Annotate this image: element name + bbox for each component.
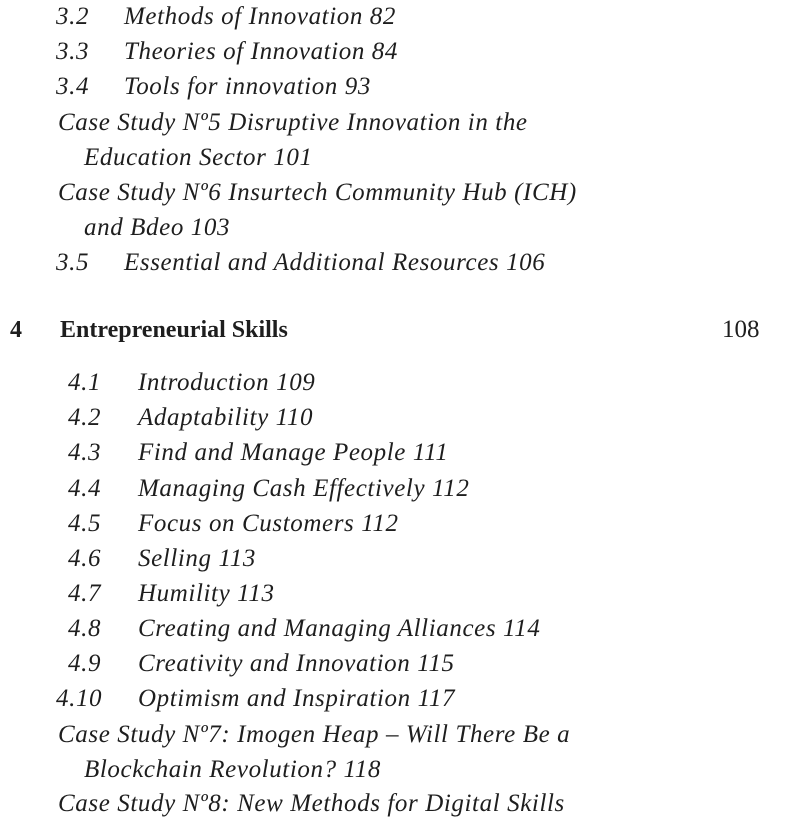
case-study-entry[interactable]: Case Study Nº7: Imogen Heap – Will There Be a	[58, 721, 571, 748]
entry-number: 4.4	[68, 475, 102, 502]
chapter-heading[interactable]	[0, 313, 800, 347]
entry-number: 4.6	[68, 545, 102, 572]
case-study-entry-continued[interactable]: and Bdeo 103	[84, 214, 231, 241]
chapter-number: 4	[10, 317, 22, 343]
entry-title: Focus on Customers 112	[138, 510, 399, 537]
entry-number: 3.3	[56, 38, 90, 65]
entry-number: 4.10	[56, 685, 103, 712]
entry-title: Theories of Innovation 84	[124, 38, 399, 65]
entry-number: 4.8	[68, 615, 102, 642]
entry-title: Tools for innovation 93	[124, 73, 371, 100]
chapter-title: Entrepreneurial Skills	[60, 317, 288, 343]
case-study-entry[interactable]: Case Study Nº6 Insurtech Community Hub (ICH)	[58, 179, 577, 206]
entry-number: 4.1	[68, 369, 102, 396]
case-study-entry-continued[interactable]: Education Sector 101	[84, 144, 313, 171]
entry-title: Find and Manage People 111	[138, 439, 449, 466]
entry-number: 3.5	[56, 249, 90, 276]
entry-title: Humility 113	[138, 580, 275, 607]
entry-title: Introduction 109	[138, 369, 316, 396]
entry-title: Selling 113	[138, 545, 256, 572]
entry-number: 4.2	[68, 404, 102, 431]
entry-number: 4.3	[68, 439, 102, 466]
entry-title: Essential and Additional Resources 106	[124, 249, 546, 276]
entry-title: Optimism and Inspiration 117	[138, 685, 456, 712]
entry-number: 4.9	[68, 650, 102, 677]
case-study-entry-continued[interactable]: Blockchain Revolution? 118	[84, 756, 381, 783]
entry-title: Managing Cash Effectively 112	[138, 475, 470, 502]
entry-title: Methods of Innovation 82	[124, 3, 397, 30]
entry-number: 3.2	[56, 3, 90, 30]
entry-title: Creativity and Innovation 115	[138, 650, 455, 677]
entry-number: 3.4	[56, 73, 90, 100]
entry-title: Creating and Managing Alliances 114	[138, 615, 541, 642]
case-study-entry[interactable]: Case Study Nº5 Disruptive Innovation in the	[58, 109, 528, 136]
case-study-entry[interactable]: Case Study Nº8: New Methods for Digital Skills	[58, 790, 565, 817]
chapter-page-number: 108	[722, 316, 760, 343]
entry-number: 4.7	[68, 580, 102, 607]
entry-title: Adaptability 110	[138, 404, 314, 431]
entry-number: 4.5	[68, 510, 102, 537]
